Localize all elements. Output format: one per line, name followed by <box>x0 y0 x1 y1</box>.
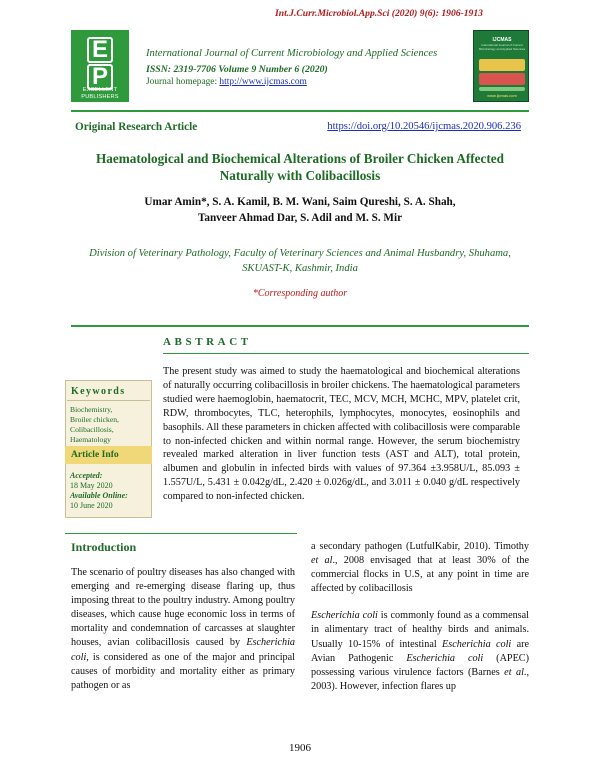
accepted-label: Accepted: <box>70 471 103 480</box>
journal-title: International Journal of Current Microbiology and Applied Sciences <box>146 48 438 59</box>
logo-text: EXCELLENT PUBLISHERS <box>81 87 119 100</box>
cover-title: IJCMAS <box>492 37 512 43</box>
page-number: 1906 <box>289 742 311 754</box>
body-column-right <box>311 540 529 694</box>
doi-link[interactable]: https://doi.org/10.20546/ijcmas.2020.906.236 <box>327 121 521 132</box>
journal-cover <box>473 30 529 102</box>
article-type: Original Research Article <box>75 121 198 133</box>
abstract-text: The present study was aimed to study the haematological and biochemical alterations of naturally occurring colibacillosis in broiler chickens. The haematological parameters studied were haemoglobin, haematocrit, TEC, MCV, MCH, MCHC, MPV, platelet crit, RDW, thrombocytes, TLC, heterophils, lymphocytes, monocytes, eosinophils and basophils. All these parameters in chicken affected with colibacillosis were comparable to non-infected chicken and within normal range. However, the serum biochemistry revealed marked alteration in liver function tests (AST and ALT), total protein, albumen and globulin in infected birds with values of 97.364 ±3.958U/L, 85.093 ± 1.557U/L, 5.431 ± 0.042g/dL, 2.420 ± 0.026g/dL, and 3.011 ± 0.040 g/dL respectively compared to non-infected chicken. <box>163 366 520 503</box>
header-divider <box>71 110 529 112</box>
authors-line-2: Tanveer Ahmad Dar, S. Adil and M. S. Mir <box>197 212 403 224</box>
paragraph: The scenario of poultry diseases has also changed with emerging and re-emerging disease flaring up, thus imposing threat to the poultry industry. Among poultry diseases, which cause huge economic loss in terms of mortality and condemnation of carcasses at slaughter houses, avian colibacillosis caused by Escherichia coli, is considered as one of the major and principal causes of morbidity and mortality either as primary pathogen or as <box>71 567 295 691</box>
keyword: Haematology <box>70 435 111 444</box>
authors-line-1: Umar Amin*, S. A. Kamil, B. M. Wani, Saim Qureshi, S. A. Shah, <box>144 196 456 208</box>
article-title: Haematological and Biochemical Alterations of Broiler Chicken Affected Naturally with Colibacillosis <box>96 151 504 183</box>
homepage-label: Journal homepage: <box>146 77 220 87</box>
keyword: Colibacillosis, <box>70 425 114 434</box>
publisher-logo <box>71 30 129 102</box>
introduction-heading: Introduction <box>71 540 137 554</box>
keyword: Broiler chicken, <box>70 415 119 424</box>
logo-letter-p: P <box>87 64 113 90</box>
article-info-heading: Article Info <box>71 449 119 460</box>
article-info-bar <box>65 446 152 464</box>
online-date: 10 June 2020 <box>70 501 113 510</box>
journal-homepage <box>146 77 307 87</box>
keywords-heading: Keywords <box>71 386 126 397</box>
homepage-link[interactable]: http://www.ijcmas.com <box>219 77 307 87</box>
logo-letter-e: E <box>87 37 113 63</box>
body-column-left <box>71 566 295 693</box>
abstract-divider <box>163 353 529 354</box>
paragraph: Escherichia coli is commonly found as a commensal in alimentary tract of healthy birds and animals. Usually 10-15% of intestinal Escherichia coli are Avian Pathogenic Escherichia coli (APEC) possessing various virulence factors (Barnes et al., 2003). However, infection flares up <box>311 610 530 692</box>
intro-divider <box>65 533 297 534</box>
article-dates <box>70 471 128 511</box>
paragraph: a secondary pathogen (LutfulKabir, 2010). Timothy et al., 2008 envisaged that at least 30% of the commercial flocks in U.S, at any point in time are affected by colibacillosis <box>311 541 530 595</box>
keywords-list <box>70 405 119 445</box>
affiliation: Division of Veterinary Pathology, Faculty of Veterinary Sciences and Animal Husbandry, Shuhama, SKUAST-K, Kashmir, India <box>89 248 511 274</box>
cover-subtitle: International Journal of Current Microbiology and Applied Sciences <box>478 43 526 51</box>
abstract-heading: ABSTRACT <box>163 336 252 348</box>
accepted-date: 18 May 2020 <box>70 481 113 490</box>
cover-image-band <box>479 59 525 71</box>
corresponding-author: *Corresponding author <box>252 288 348 299</box>
cover-image-band <box>479 73 525 85</box>
keyword: Biochemistry, <box>70 405 113 414</box>
section-divider <box>71 325 529 327</box>
cover-image-band <box>479 87 525 91</box>
author-list <box>71 194 529 226</box>
online-label: Available Online: <box>70 491 128 500</box>
logo-letters <box>71 36 129 91</box>
issn-line: ISSN: 2319-7706 Volume 9 Number 6 (2020) <box>146 64 328 75</box>
keywords-divider <box>67 400 150 401</box>
cover-footer: www.ijcmas.com <box>487 93 517 98</box>
journal-reference: Int.J.Curr.Microbiol.App.Sci (2020) 9(6): 1906-1913 <box>275 8 483 19</box>
